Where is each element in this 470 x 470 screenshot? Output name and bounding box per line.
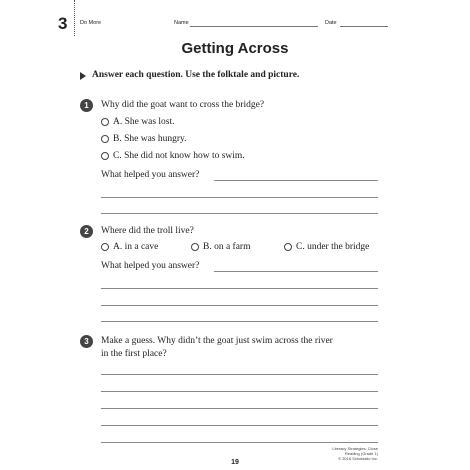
directions: Answer each question. Use the folktale and picture. xyxy=(92,70,300,80)
answer-option[interactable] xyxy=(284,242,369,252)
name-label: Name xyxy=(174,20,189,26)
question-number-badge: 3 xyxy=(80,335,93,348)
answer-line[interactable] xyxy=(101,425,378,426)
credit-line: © 2018 Scholastic Inc. xyxy=(338,456,378,461)
lesson-number: 3 xyxy=(58,14,68,33)
answer-line[interactable] xyxy=(101,321,378,322)
question-number-badge: 1 xyxy=(80,99,93,112)
option-label: C. under the bridge xyxy=(296,242,370,252)
helped-label: What helped you answer? xyxy=(101,261,200,271)
answer-line[interactable] xyxy=(101,391,378,392)
credit-line: Literacy Strategies: Close Reading (Grade 1) xyxy=(332,446,378,456)
page-title: Getting Across xyxy=(181,40,289,57)
answer-line[interactable] xyxy=(101,408,378,409)
answer-option[interactable] xyxy=(101,134,187,144)
answer-option[interactable] xyxy=(191,242,251,252)
radio-circle-icon[interactable] xyxy=(101,152,109,160)
page-number: 19 xyxy=(231,459,239,466)
option-label: B. She was hungry. xyxy=(113,134,187,144)
answer-line[interactable] xyxy=(101,213,378,214)
answer-option[interactable] xyxy=(101,242,158,252)
date-field-line[interactable] xyxy=(340,26,388,27)
option-label: C. She did not know how to swim. xyxy=(113,151,245,161)
radio-circle-icon[interactable] xyxy=(101,118,109,126)
question-text-continued: in the first place? xyxy=(101,349,167,359)
date-label: Date xyxy=(325,20,337,26)
question-text: Make a guess. Why didn’t the goat just swim across the river xyxy=(101,336,333,346)
option-label: B. on a farm xyxy=(203,242,251,252)
question-text: Where did the troll live? xyxy=(101,226,194,236)
answer-option[interactable] xyxy=(101,151,245,161)
radio-circle-icon[interactable] xyxy=(284,243,292,251)
arrow-right-icon xyxy=(80,72,86,80)
answer-line[interactable] xyxy=(101,374,378,375)
radio-circle-icon[interactable] xyxy=(101,135,109,143)
lesson-tag: Do More xyxy=(80,20,102,26)
answer-line[interactable] xyxy=(101,197,378,198)
question-text: Why did the goat want to cross the bridge? xyxy=(101,100,265,110)
header-divider xyxy=(74,0,75,36)
helped-label: What helped you answer? xyxy=(101,170,200,180)
radio-circle-icon[interactable] xyxy=(101,243,109,251)
radio-circle-icon[interactable] xyxy=(191,243,199,251)
answer-line[interactable] xyxy=(101,305,378,306)
answer-line[interactable] xyxy=(214,271,378,272)
option-label: A. She was lost. xyxy=(113,117,175,127)
answer-line[interactable] xyxy=(101,288,378,289)
question-number-badge: 2 xyxy=(80,225,93,238)
name-field-line[interactable] xyxy=(190,26,318,27)
answer-option[interactable] xyxy=(101,117,175,127)
option-label: A. in a cave xyxy=(113,242,159,252)
answer-line[interactable] xyxy=(214,180,378,181)
answer-line[interactable] xyxy=(101,442,378,443)
